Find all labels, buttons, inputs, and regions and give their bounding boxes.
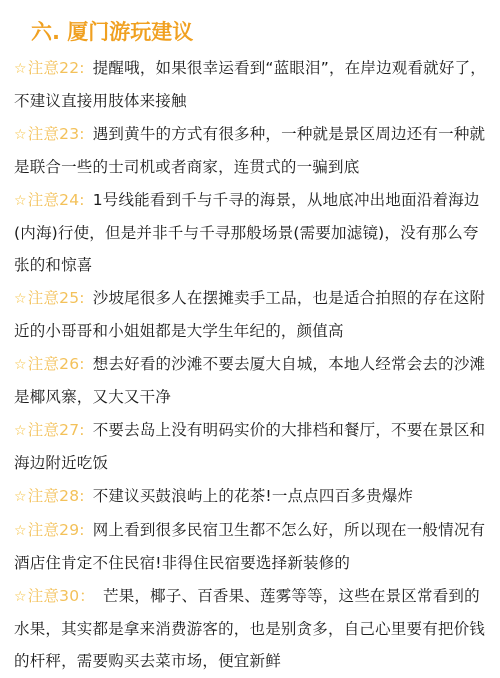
tip-label: 注意27:	[27, 421, 85, 439]
star-outline-icon: ☆	[14, 61, 27, 77]
star-outline-icon: ☆	[14, 423, 27, 439]
tip-label: 注意26:	[27, 355, 85, 373]
list-item	[14, 184, 492, 281]
tip-text: 芒果，椰子、百香果、莲雾等等，这些在景区常看到的水果，其实都是拿来消费游客的，也是别贪多，自己心里要有把价钱的杆秤，需要购买去菜市场，便宜新鲜	[14, 587, 486, 670]
list-item	[14, 414, 492, 479]
tip-label: 注意24:	[27, 191, 85, 209]
star-outline-icon: ☆	[14, 127, 27, 143]
tips-list	[14, 52, 492, 678]
tip-label: 注意23:	[27, 125, 85, 143]
star-outline-icon: ☆	[14, 291, 27, 307]
tip-text: 提醒哦，如果很幸运看到“蓝眼泪”，在岸边观看就好了，不建议直接用肢体来接触	[14, 59, 486, 110]
tip-text: 网上看到很多民宿卫生都不怎么好，所以现在一般情况有酒店住肯定不住民宿!非得住民宿要选择新装修的	[14, 521, 486, 572]
tip-text: 沙坡尾很多人在摆摊卖手工品，也是适合拍照的存在这附近的小哥哥和小姐姐都是大学生年纪的，颜值高	[14, 289, 486, 340]
list-item	[14, 580, 492, 677]
list-item	[14, 52, 492, 117]
star-outline-icon: ☆	[14, 193, 27, 209]
tip-label: 注意25:	[27, 289, 85, 307]
star-outline-icon: ☆	[14, 523, 27, 539]
tip-text: 遇到黄牛的方式有很多种，一种就是景区周边还有一种就是联合一些的士司机或者商家，连贯式的一骗到底	[14, 125, 486, 176]
tip-label: 注意22:	[27, 59, 85, 77]
tip-text: 不建议买鼓浪屿上的花茶!一点点四百多贵爆炸	[92, 487, 414, 505]
list-item	[14, 480, 492, 513]
star-outline-icon: ☆	[14, 589, 27, 605]
tip-text: 不要去岛上没有明码实价的大排档和餐厅，不要在景区和海边附近吃饭	[14, 421, 486, 472]
section-title: 六. 厦门游玩建议	[31, 20, 194, 44]
list-item	[14, 282, 492, 347]
tip-text: 1号线能看到千与千寻的海景，从地底冲出地面沿着海边(内海)行使，但是并非千与千寻那般场景(需要加滤镜)，没有那么夸张的和惊喜	[14, 191, 480, 274]
list-item	[14, 118, 492, 183]
tip-label: 注意28:	[27, 487, 85, 505]
tip-label: 注意29:	[27, 521, 85, 539]
star-outline-icon: ☆	[14, 357, 27, 373]
tip-label: 注意30：	[27, 587, 95, 605]
tip-text: 想去好看的沙滩不要去厦大自城，本地人经常会去的沙滩是椰风寨，又大又干净	[14, 355, 486, 406]
list-item	[14, 514, 492, 579]
star-outline-icon: ☆	[14, 489, 27, 505]
list-item	[14, 348, 492, 413]
